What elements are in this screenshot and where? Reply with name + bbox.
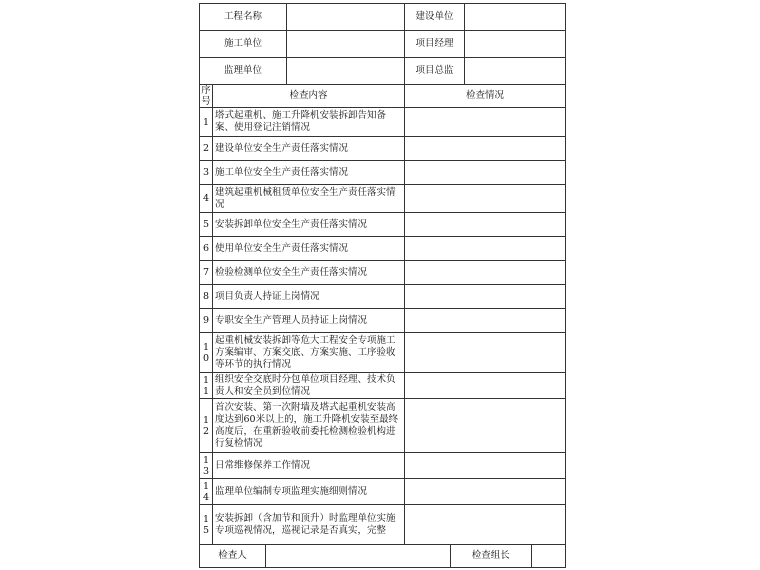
row-number: 1 <box>200 108 213 137</box>
project-manager-value[interactable] <box>465 31 566 58</box>
row-number: 3 <box>200 161 213 185</box>
row-number: 4 <box>200 185 213 213</box>
row-number: 12 <box>200 399 213 453</box>
row-number: 7 <box>200 261 213 285</box>
row-status-cell[interactable] <box>405 285 566 309</box>
row-status-cell[interactable] <box>405 399 566 453</box>
row-number: 9 <box>200 309 213 333</box>
header-row-supervision <box>200 58 566 85</box>
row-content: 安装拆卸单位安全生产责任落实情况 <box>213 213 405 237</box>
table-row <box>200 309 566 333</box>
table-row <box>200 213 566 237</box>
row-content: 起重机械安装拆卸等危大工程安全专项施工方案编审、方案交底、方案实施、工序验收等环节的执行情况 <box>213 333 405 373</box>
team-leader-label: 检查组长 <box>451 545 531 567</box>
table-row <box>200 479 566 505</box>
construction-unit-label: 建设单位 <box>405 4 465 31</box>
row-status-cell[interactable] <box>405 237 566 261</box>
table-row <box>200 285 566 309</box>
row-number: 5 <box>200 213 213 237</box>
row-content: 项目负责人持证上岗情况 <box>213 285 405 309</box>
row-number: 15 <box>200 505 213 545</box>
row-content: 组织安全交底时分包单位项目经理、技术负责人和安全员到位情况 <box>213 373 405 399</box>
row-number: 11 <box>200 373 213 399</box>
row-status-cell[interactable] <box>405 185 566 213</box>
header-row-project <box>200 4 566 31</box>
row-status-cell[interactable] <box>405 505 566 545</box>
table-row <box>200 261 566 285</box>
project-manager-label: 项目经理 <box>405 31 465 58</box>
row-content: 日常维修保养工作情况 <box>213 453 405 479</box>
row-content: 安装拆卸（含加节和顶升）时监理单位实施专项巡视情况，巡视记录是否真实，完整 <box>213 505 405 545</box>
inspection-form <box>199 3 565 568</box>
row-number: 2 <box>200 137 213 161</box>
project-name-label: 工程名称 <box>200 4 287 31</box>
table-row <box>200 108 566 137</box>
construction-unit-value[interactable] <box>465 4 566 31</box>
row-status-cell[interactable] <box>405 373 566 399</box>
table-row <box>200 333 566 373</box>
row-number: 10 <box>200 333 213 373</box>
inspector-label: 检查人 <box>200 545 266 568</box>
table-row <box>200 399 566 453</box>
team-leader-value[interactable] <box>531 545 565 567</box>
row-status-cell[interactable] <box>405 108 566 137</box>
row-content: 塔式起重机、施工升降机安装拆卸告知备案、使用登记注销情况 <box>213 108 405 137</box>
table-row <box>200 137 566 161</box>
chief-supervisor-label: 项目总监 <box>405 58 465 85</box>
row-number: 8 <box>200 285 213 309</box>
project-name-value[interactable] <box>287 4 405 31</box>
inspector-value[interactable] <box>266 545 451 568</box>
row-number: 14 <box>200 479 213 505</box>
content-column-header: 检查内容 <box>213 85 405 108</box>
table-row <box>200 453 566 479</box>
column-header-row <box>200 85 566 108</box>
row-content: 首次安装、第一次附墙及塔式起重机安装高度达到60米以上的，施工升降机安装至最终高度后，在重新验收前委托检测检验机构进行复检情况 <box>213 399 405 453</box>
row-status-cell[interactable] <box>405 309 566 333</box>
contractor-value[interactable] <box>287 31 405 58</box>
team-leader-subtable <box>451 545 565 567</box>
row-status-cell[interactable] <box>405 161 566 185</box>
status-column-header: 检查情况 <box>405 85 566 108</box>
supervision-unit-label: 监理单位 <box>200 58 287 85</box>
row-number: 13 <box>200 453 213 479</box>
row-status-cell[interactable] <box>405 333 566 373</box>
row-content: 使用单位安全生产责任落实情况 <box>213 237 405 261</box>
row-content: 监理单位编制专项监理实施细则情况 <box>213 479 405 505</box>
row-status-cell[interactable] <box>405 213 566 237</box>
row-status-cell[interactable] <box>405 453 566 479</box>
chief-supervisor-value[interactable] <box>465 58 566 85</box>
table-row <box>200 237 566 261</box>
header-row-contractor <box>200 31 566 58</box>
row-content: 建筑起重机械租赁单位安全生产责任落实情况 <box>213 185 405 213</box>
row-status-cell[interactable] <box>405 261 566 285</box>
table-row <box>200 185 566 213</box>
row-content: 检验检测单位安全生产责任落实情况 <box>213 261 405 285</box>
table-row <box>200 161 566 185</box>
row-number: 6 <box>200 237 213 261</box>
footer-row <box>200 545 566 568</box>
row-status-cell[interactable] <box>405 137 566 161</box>
table-row <box>200 373 566 399</box>
row-content: 施工单位安全生产责任落实情况 <box>213 161 405 185</box>
row-status-cell[interactable] <box>405 479 566 505</box>
table-row <box>200 505 566 545</box>
inspection-table <box>199 3 566 568</box>
row-content: 专职安全生产管理人员持证上岗情况 <box>213 309 405 333</box>
contractor-label: 施工单位 <box>200 31 287 58</box>
supervision-unit-value[interactable] <box>287 58 405 85</box>
seq-column-header: 序号 <box>201 85 211 107</box>
row-content: 建设单位安全生产责任落实情况 <box>213 137 405 161</box>
